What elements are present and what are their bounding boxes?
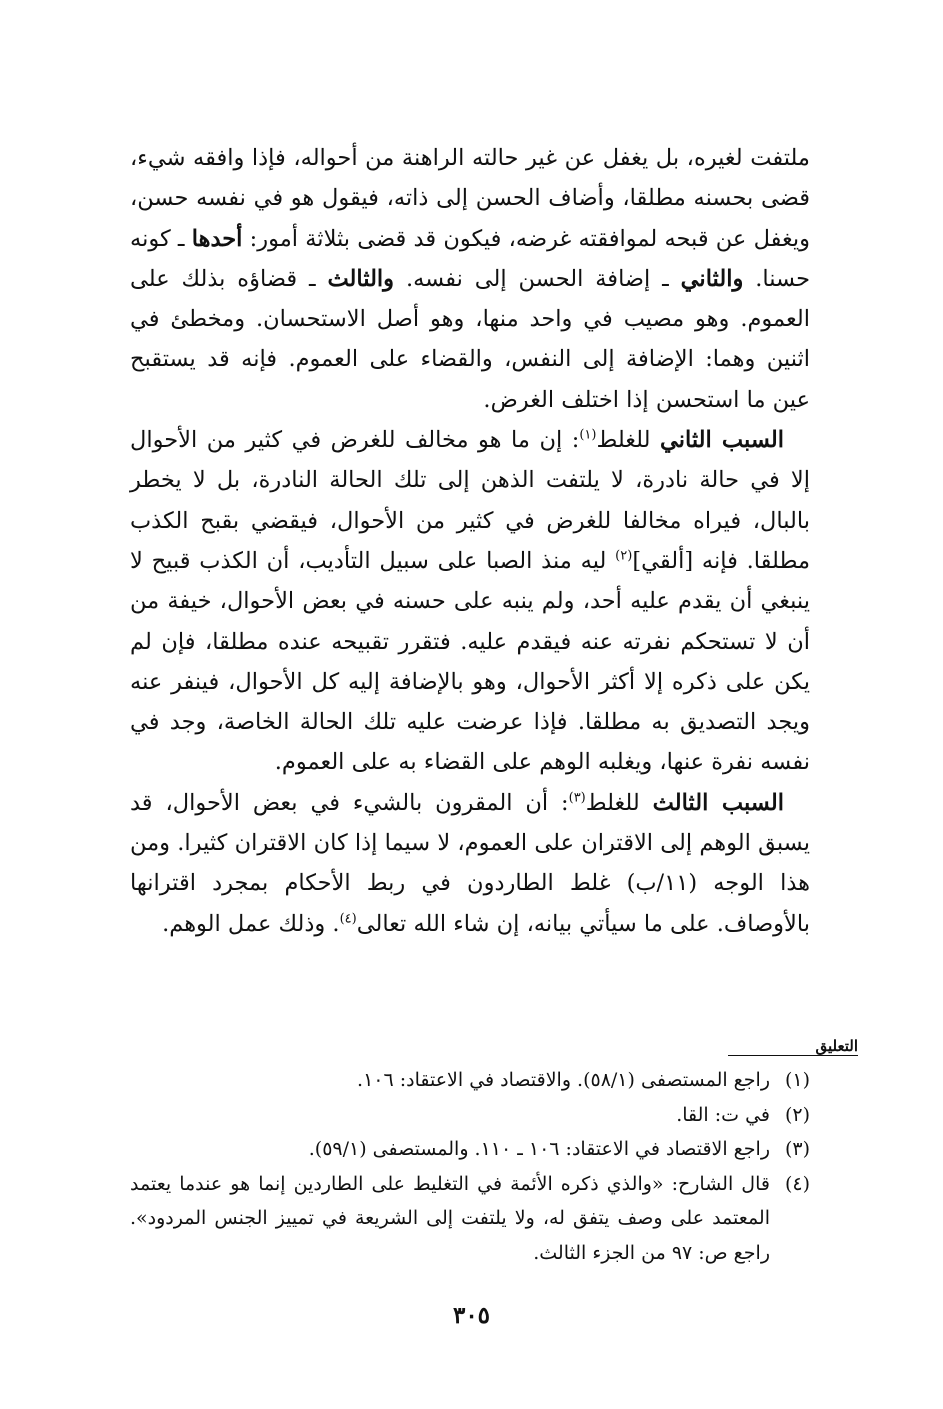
footnote-text: راجع المستصفى (٥٨/١). والاقتصاد في الاعتقاد: ١٠٦.	[357, 1069, 770, 1091]
footnote-number: (١)	[784, 1069, 810, 1091]
footnote-text: راجع الاقتصاد في الاعتقاد: ١٠٦ ـ ١١٠. والمستصفى (٥٩/١).	[308, 1138, 770, 1160]
text-run: : أن المقرون بالشيء في بعض الأحوال، قد يسبق الوهم إلى الاقتران على العموم، لا سيما إذا كان الاقتران كثيرا. ومن هذا الوجه (١١/ب) غلط الطاردون في ربط الأحكام بمجرد اقترانها بالأوصاف. على ما سيأتي بيانه، إن شاء الله تعالى	[130, 789, 810, 937]
text-run: ملتفت لغيره، بل يغفل عن غير حالته الراهنة من أحواله، فإذا وافقه شيء، قضى بحسنه مطلقا، وأضاف الحسن إلى ذاته، فيقول هو في نفسه حسن، ويغفل عن قبحه لموافقته غرضه، فيكون قد قضى بثلاثة أمور:	[130, 145, 810, 252]
paragraph	[130, 783, 810, 944]
footnote-ref: (٣)	[568, 790, 586, 806]
text-run: للغلط	[596, 427, 660, 454]
footnote	[130, 1167, 810, 1271]
body-paragraphs	[130, 138, 810, 944]
text-run: ليه منذ الصبا على سبيل التأديب، أن الكذب قبيح لا ينبغي أن يقدم عليه أحد، ولم ينبه على حسنه في بعض الأحوال، خيفة من أن لا تستحكم نفرته عنه فيقدم عليه. فتقرر تقبيحه عنده مطلقا، فإن لم يكن على ذكره إلا أكثر الأحوال، وهو بالإضافة إليه كل الأحوال، فينفر عنه ويجد التصديق به مطلقا. فإذا عرضت عليه تلك الحالة الخاصة، وجد في نفسه نفرة عنها، ويغلبه الوهم على القضاء به على العموم.	[130, 547, 810, 776]
paragraph	[130, 138, 810, 420]
footnote-ref: (٤)	[339, 911, 357, 927]
text-run: ـ كونه حسنا.	[130, 225, 810, 292]
bold-term: السبب الثاني	[659, 427, 784, 454]
paragraph	[130, 420, 810, 783]
footnote	[130, 1098, 810, 1133]
footnote-text: قال الشارح: «والذي ذكره الأئمة في التغليط على الطاردين إنما هو عندما يعتمد المعتمد على وصف يتفق له، ولا يلتفت إلى الشريعة في تمييز الجنس المردود». راجع ص: ٩٧ من الجزء الثالث.	[130, 1172, 770, 1264]
footnotes-list	[130, 1063, 810, 1270]
bold-term: والثالث	[327, 265, 395, 292]
bold-term: أحدها	[191, 225, 243, 252]
text-run: . وذلك عمل الوهم.	[162, 910, 340, 937]
footnote-number: (٣)	[784, 1138, 810, 1160]
footnote	[130, 1063, 810, 1098]
footnote-number: (٢)	[784, 1103, 810, 1126]
text-run: للغلط	[585, 789, 653, 816]
footnote-heading: التعليق	[728, 1037, 858, 1056]
bold-term: والثاني	[680, 265, 744, 292]
footnote-ref: (١)	[579, 427, 597, 443]
bold-term: السبب الثالث	[652, 789, 784, 816]
footnote-ref: (٢)	[615, 548, 633, 564]
footnote-number: (٤)	[784, 1172, 810, 1195]
main-text	[130, 138, 810, 944]
page-number: ٣٠٥	[452, 1302, 491, 1329]
footnote-text: في ت: القا.	[676, 1103, 770, 1126]
text-run: ـ قضاؤه بذلك على العموم. وهو مصيب في واحد منها، وهو أصل الاستحسان. ومخطئ في اثنين وهما: الإضافة إلى النفس، والقضاء على العموم. فإنه قد يستقبح عين ما استحسن إذا اختلف الغرض.	[130, 265, 810, 413]
footnote	[130, 1132, 810, 1167]
text-run: : إن ما هو مخالف للغرض في كثير من الأحوال إلا في حالة نادرة، لا يلتفت الذهن إلى تلك الحالة النادرة، بل لا يخطر بالبال، فيراه مخالفا للغرض في كثير من الأحوال، فيقضي بقبح الكذب مطلقا. فإنه [ألقي]	[130, 427, 811, 574]
text-run: ـ إضافة الحسن إلى نفسه.	[394, 265, 681, 292]
